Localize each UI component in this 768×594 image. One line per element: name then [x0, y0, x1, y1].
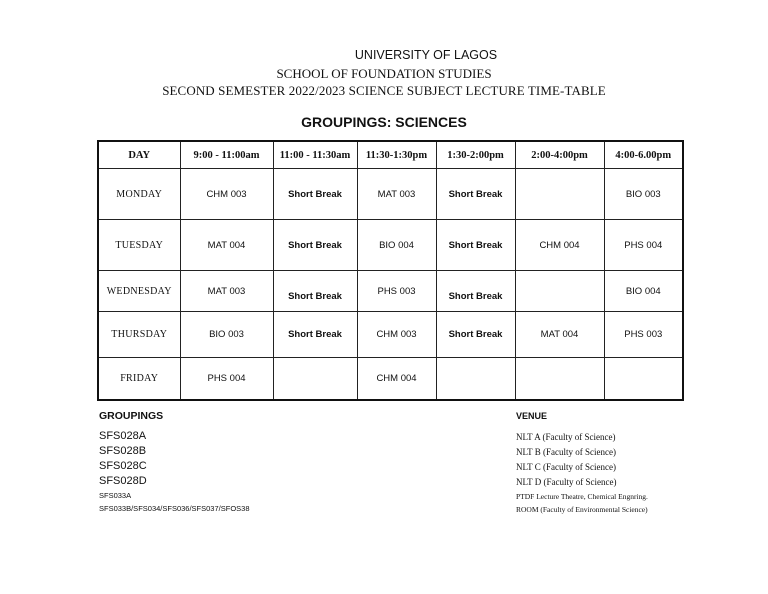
break-cell: Short Break — [288, 290, 342, 302]
university-title: UNIVERSITY OF LAGOS — [354, 48, 498, 62]
break-cell: Short Break — [273, 220, 357, 271]
column-header-slot-2: 11:00 - 11:30am — [273, 141, 357, 169]
empty-cell — [436, 358, 515, 400]
subject-cell: MAT 004 — [180, 220, 273, 271]
day-cell: TUESDAY — [98, 220, 180, 271]
subject-cell: BIO 004 — [604, 271, 683, 312]
venue-title: VENUE — [516, 411, 548, 421]
column-header-slot-1: 9:00 - 11:00am — [180, 141, 273, 169]
subject-cell: PHS 004 — [180, 358, 273, 400]
empty-cell — [604, 358, 683, 400]
break-cell: Short Break — [273, 169, 357, 220]
subject-cell: CHM 003 — [180, 169, 273, 220]
grouping-item: SFS033A — [99, 491, 132, 500]
day-cell: THURSDAY — [98, 312, 180, 358]
venue-item: PTDF Lecture Theatre, Chemical Engnring. — [516, 492, 648, 501]
grouping-item: SFS028B — [99, 445, 147, 457]
day-cell: WEDNESDAY — [98, 271, 180, 312]
subject-cell — [515, 169, 604, 220]
venue-item: ROOM (Faculty of Environmental Science) — [516, 505, 648, 514]
subject-cell: MAT 003 — [180, 271, 273, 312]
groupings-list — [99, 429, 250, 515]
subject-cell: PHS 003 — [357, 271, 436, 312]
day-cell: MONDAY — [98, 169, 180, 220]
subject-cell: MAT 003 — [357, 169, 436, 220]
venue-item: NLT A (Faculty of Science) — [516, 432, 616, 442]
subject-cell: BIO 003 — [604, 169, 683, 220]
subject-cell: MAT 004 — [515, 312, 604, 358]
column-header-slot-6: 4:00-6.00pm — [604, 141, 683, 169]
subject-cell — [515, 271, 604, 312]
grouping-item: SFS028D — [99, 475, 147, 487]
venue-item: NLT D (Faculty of Science) — [516, 477, 617, 487]
table-row-thursday — [98, 312, 683, 358]
break-cell: Short Break — [436, 169, 515, 220]
break-cell: Short Break — [436, 220, 515, 271]
timetable — [97, 140, 684, 401]
column-header-slot-4: 1:30-2:00pm — [436, 141, 515, 169]
venue-item: NLT B (Faculty of Science) — [516, 447, 616, 457]
school-title: SCHOOL OF FOUNDATION STUDIES — [276, 66, 492, 81]
subject-cell: PHS 004 — [604, 220, 683, 271]
table-row-tuesday — [98, 220, 683, 271]
break-cell: Short Break — [448, 290, 503, 302]
subject-cell: BIO 003 — [180, 312, 273, 358]
grouping-item: SFS033B/SFS034/SFS036/SFS037/SFOS38 — [99, 504, 250, 513]
empty-cell — [273, 358, 357, 400]
subject-cell: CHM 004 — [357, 358, 436, 400]
table-row-friday — [98, 358, 683, 400]
subject-cell: BIO 004 — [357, 220, 436, 271]
subject-cell: CHM 004 — [515, 220, 604, 271]
column-header-day: DAY — [98, 141, 180, 169]
groupings-title: GROUPINGS — [99, 410, 164, 422]
table-row-wednesday — [98, 271, 683, 312]
groupings-heading: GROUPINGS: SCIENCES — [301, 114, 467, 130]
column-header-slot-5: 2:00-4:00pm — [515, 141, 604, 169]
day-cell: FRIDAY — [98, 358, 180, 400]
header-row — [98, 141, 683, 169]
break-cell: Short Break — [436, 312, 515, 358]
venue-item: NLT C (Faculty of Science) — [516, 462, 616, 472]
venue-list — [516, 430, 648, 516]
grouping-item: SFS028C — [99, 460, 147, 472]
empty-cell — [515, 358, 604, 400]
semester-title: SECOND SEMESTER 2022/2023 SCIENCE SUBJECT LECTURE TIME-TABLE — [162, 83, 606, 98]
subject-cell: PHS 003 — [604, 312, 683, 358]
grouping-item: SFS028A — [99, 430, 147, 442]
break-cell: Short Break — [273, 312, 357, 358]
table-row-monday — [98, 169, 683, 220]
column-header-slot-3: 11:30-1:30pm — [357, 141, 436, 169]
subject-cell: CHM 003 — [357, 312, 436, 358]
